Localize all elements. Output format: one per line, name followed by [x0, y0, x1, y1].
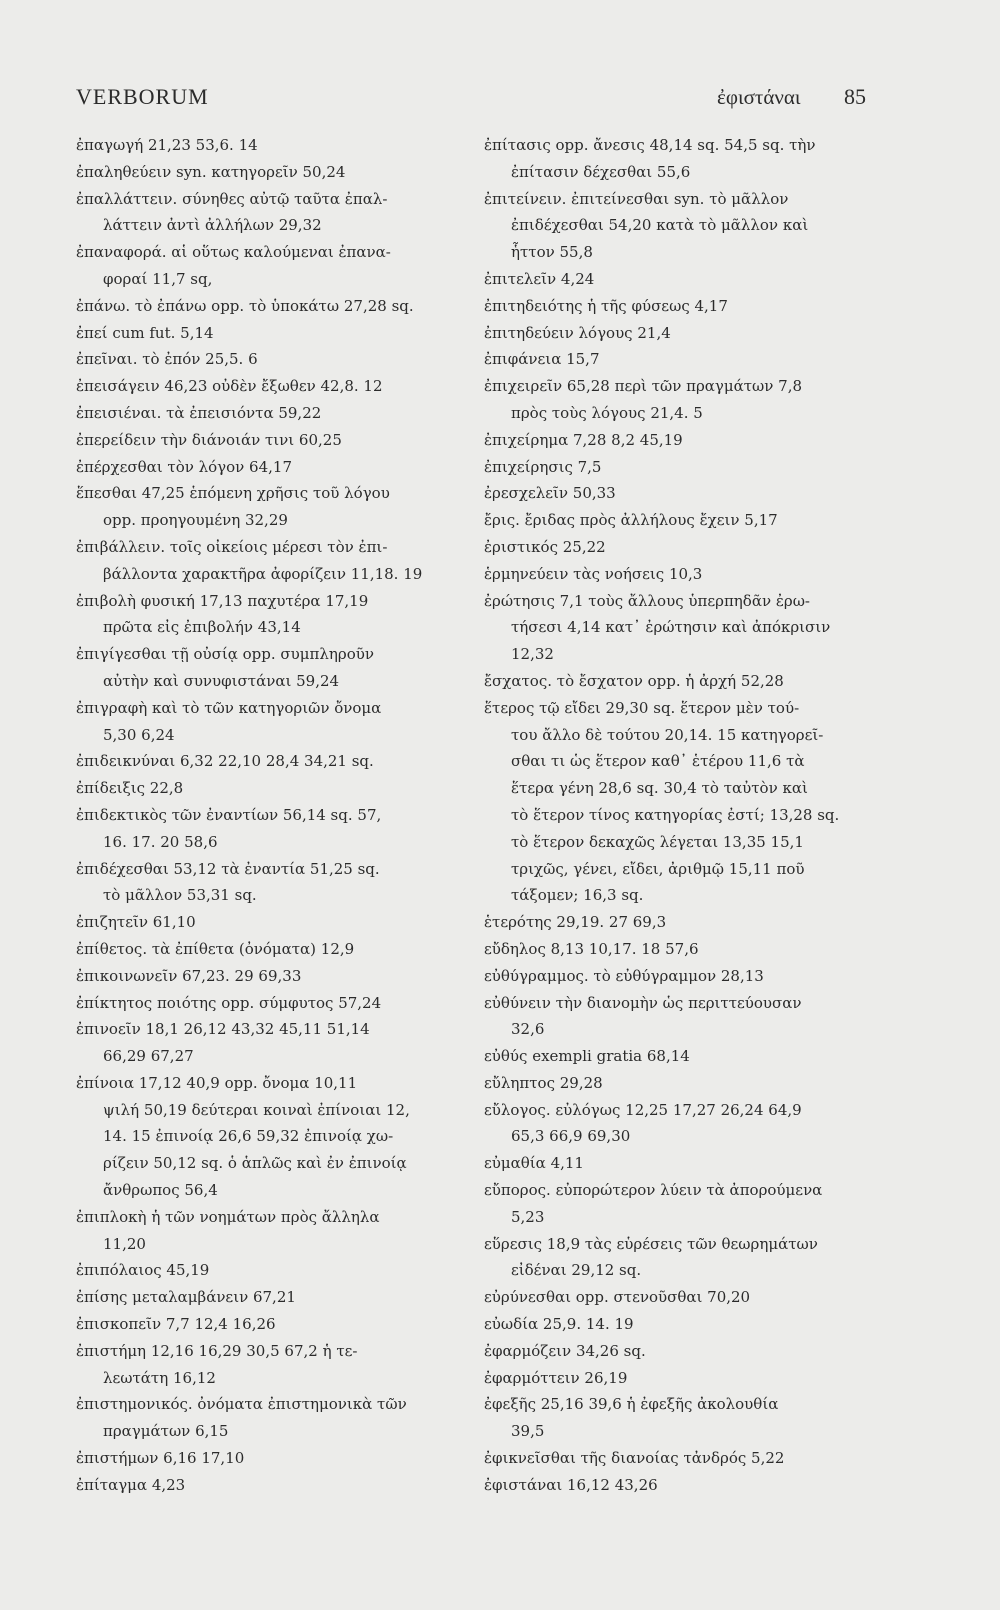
entry-line: εὔδηλος 8,13 10,17. 18 57,6: [484, 939, 699, 958]
entry-line: ἔρις. ἔριδας πρὸς ἀλλήλους ἔχειν 5,17: [484, 511, 778, 530]
entry-line: ἐπιτείνειν. ἐπιτείνεσθαι syn. τὸ μᾶλλον: [484, 189, 789, 208]
index-entry: [484, 695, 869, 909]
entry-line: ἕτερα γένη 28,6 sq. 30,4 τὸ ταὐτὸν καὶ: [511, 779, 808, 798]
entry-line: τὸ μᾶλλον 53,31 sq.: [103, 886, 257, 905]
index-entry: [484, 132, 869, 186]
entry-line: ἧττον 55,8: [511, 243, 593, 262]
index-entry: [484, 427, 869, 454]
entry-line: ἐφαρμόττειν 26,19: [484, 1368, 628, 1387]
index-entry: [484, 1338, 869, 1365]
entry-line: ἕτερος τῷ εἴδει 29,30 sq. ἕτερον μὲν τού-: [484, 698, 800, 717]
index-column-left: [76, 132, 450, 1499]
entry-line: βάλλοντα χαρακτῆρα ἀφορίζειν 11,18. 19: [103, 564, 423, 583]
entry-line: ἐπιπόλαιος 45,19: [76, 1261, 210, 1280]
running-headword: ἐφιστάναι: [717, 85, 801, 109]
index-entry: [76, 373, 450, 400]
entry-line: ἐπιστήμη 12,16 16,29 30,5 67,2 ἡ τε-: [76, 1341, 358, 1360]
entry-line: ἐπίνοια 17,12 40,9 opp. ὄνομα 10,11: [76, 1073, 358, 1092]
index-entry: [76, 1284, 450, 1311]
index-entry: [484, 534, 869, 561]
entry-line: ἐπίταγμα 4,23: [76, 1475, 186, 1494]
entry-line: ἐπίτασιν δέχεσθαι 55,6: [511, 162, 691, 181]
entry-line: σθαι τι ὡς ἕτερον καθ᾽ ἑτέρου 11,6 τὰ: [511, 752, 805, 771]
entry-line: ἐφιστάναι 16,12 43,26: [484, 1475, 658, 1494]
entry-line: ἐπιχείρημα 7,28 8,2 45,19: [484, 430, 683, 449]
entry-line: ἐπιστήμων 6,16 17,10: [76, 1449, 245, 1468]
entry-line: 5,30 6,24: [103, 725, 175, 744]
index-entry: [484, 963, 869, 990]
entry-line: τὸ ἕτερον τίνος κατηγορίας ἐστί; 13,28 sq.: [511, 805, 840, 824]
entry-line: ἐπερείδειν τὴν διάνοιάν τινι 60,25: [76, 430, 342, 449]
index-entry: [76, 936, 450, 963]
index-entry: [76, 534, 450, 588]
entry-line: ἐπίθετος. τὰ ἐπίθετα (ὀνόματα) 12,9: [76, 939, 355, 958]
index-entry: [484, 668, 869, 695]
index-entry: [76, 1338, 450, 1392]
entry-line: ἐπιτελεῖν 4,24: [484, 269, 595, 288]
entry-line: ἐρώτησις 7,1 τοὺς ἄλλους ὑπερπηδᾶν ἐρω-: [484, 591, 811, 610]
entry-line: ἐπισκοπεῖν 7,7 12,4 16,26: [76, 1315, 276, 1334]
index-entry: [76, 1472, 450, 1499]
entry-line: ἐπαγωγή 21,23 53,6. 14: [76, 136, 258, 154]
entry-line: ἑτερότης 29,19. 27 69,3: [484, 913, 667, 932]
entry-line: πραγμάτων 6,15: [103, 1422, 229, 1441]
entry-line: ἐπιχείρησις 7,5: [484, 457, 602, 476]
entry-line: ἐφαρμόζειν 34,26 sq.: [484, 1341, 646, 1360]
page-number: 85: [844, 84, 866, 109]
entry-line: ἐπεισάγειν 46,23 οὐδὲν ἔξωθεν 42,8. 12: [76, 377, 383, 396]
index-entry: [484, 1311, 869, 1338]
index-entry: [484, 561, 869, 588]
index-entry: [484, 186, 869, 266]
entry-line: ἐπεῖναι. τὸ ἐπόν 25,5. 6: [76, 350, 258, 369]
entry-line: εὔπορος. εὐπορώτερον λύειν τὰ ἀπορούμενα: [484, 1181, 823, 1200]
index-entry: [484, 1150, 869, 1177]
entry-line: ἐπιχειρεῖν 65,28 περὶ τῶν πραγμάτων 7,8: [484, 377, 803, 396]
entry-line: ἐπιβολὴ φυσική 17,13 παχυτέρα 17,19: [76, 591, 369, 610]
header-right: [717, 84, 866, 110]
running-header: [76, 84, 866, 114]
entry-line: ἐπιστημονικός. ὀνόματα ἐπιστημονικὰ τῶν: [76, 1395, 407, 1414]
entry-line: αὐτὴν καὶ συνυφιστάναι 59,24: [103, 671, 340, 690]
entry-line: ἐπάνω. τὸ ἐπάνω opp. τὸ ὑποκάτω 27,28 sq.: [76, 296, 414, 315]
entry-line: εὔλογος. εὐλόγως 12,25 17,27 26,24 64,9: [484, 1100, 802, 1119]
entry-line: ἔσχατος. τὸ ἔσχατον opp. ἡ ἀρχή 52,28: [484, 671, 784, 690]
entry-line: ἐπαληθεύειν syn. κατηγορεῖν 50,24: [76, 162, 346, 181]
index-entry: [76, 1204, 450, 1258]
entry-line: εὐθύς exempli gratia 68,14: [484, 1047, 690, 1066]
index-entry: [76, 748, 450, 775]
index-entry: [76, 320, 450, 347]
index-entry: [484, 990, 869, 1044]
entry-line: ἐπίκτητος ποιότης opp. σύμφυτος 57,24: [76, 993, 382, 1012]
index-entry: [484, 1070, 869, 1097]
entry-line: ἐπαλλάττειν. σύνηθες αὐτῷ ταῦτα ἐπαλ-: [76, 189, 388, 208]
index-entry: [76, 990, 450, 1017]
index-entry: [76, 963, 450, 990]
entry-line: ἕπεσθαι 47,25 ἑπόμενη χρῆσις τοῦ λόγου: [76, 484, 390, 503]
entry-line: ἐπαναφορά. αἱ οὕτως καλούμεναι ἐπανα-: [76, 243, 391, 262]
entry-line: ἐπιπλοκὴ ἡ τῶν νοημάτων πρὸς ἄλληλα: [76, 1207, 380, 1226]
entry-line: πρῶτα εἰς ἐπιβολήν 43,14: [103, 618, 301, 637]
entry-line: εὐθύνειν τὴν διανομὴν ὡς περιττεύουσαν: [484, 993, 802, 1012]
index-entry: [76, 641, 450, 695]
entry-line: ψιλή 50,19 δεύτεραι κοιναὶ ἐπίνοιαι 12,: [103, 1100, 410, 1119]
entry-line: λάττειν ἀντὶ ἀλλήλων 29,32: [103, 216, 322, 235]
entry-line: πρὸς τοὺς λόγους 21,4. 5: [511, 403, 703, 422]
index-entry: [76, 802, 450, 856]
entry-line: 32,6: [511, 1020, 545, 1039]
entry-line: ἐπεισιέναι. τὰ ἐπεισιόντα 59,22: [76, 403, 322, 422]
index-entry: [484, 1231, 869, 1285]
index-entry: [76, 695, 450, 749]
entry-line: εἰδέναι 29,12 sq.: [511, 1261, 642, 1280]
index-entry: [76, 1311, 450, 1338]
index-entry: [484, 1472, 869, 1499]
index-entry: [76, 1016, 450, 1070]
index-entry: [76, 909, 450, 936]
entry-line: ἐπιγραφὴ καὶ τὸ τῶν κατηγοριῶν ὄνομα: [76, 698, 382, 717]
index-entry: [76, 159, 450, 186]
entry-line: 65,3 66,9 69,30: [511, 1127, 631, 1146]
entry-line: 5,23: [511, 1207, 545, 1226]
index-entry: [76, 1445, 450, 1472]
entry-line: ἐπιτηδεύειν λόγους 21,4: [484, 323, 671, 342]
entry-line: 39,5: [511, 1422, 545, 1441]
entry-line: opp. προηγουμένη 32,29: [103, 511, 288, 530]
entry-line: ἑρμηνεύειν τὰς νοήσεις 10,3: [484, 564, 703, 583]
entry-line: εὐωδία 25,9. 14. 19: [484, 1315, 634, 1334]
entry-line: ἐπιδέχεσθαι 54,20 κατὰ τὸ μᾶλλον καὶ: [511, 216, 809, 235]
entry-line: ἐριστικός 25,22: [484, 537, 606, 556]
entry-line: ἐπιφάνεια 15,7: [484, 350, 600, 369]
index-entry: [76, 293, 450, 320]
index-entry: [76, 1391, 450, 1445]
index-entry: [76, 588, 450, 642]
entry-line: ἐπιβάλλειν. τοῖς οἰκείοις μέρεσι τὸν ἐπι-: [76, 537, 388, 556]
index-entry: [76, 400, 450, 427]
entry-line: 12,32: [511, 645, 554, 664]
entry-line: ρίζειν 50,12 sq. ὁ ἁπλῶς καὶ ἐν ἐπινοίᾳ: [103, 1154, 407, 1173]
entry-line: τήσεσι 4,14 κατ᾽ ἐρώτησιν καὶ ἀπόκρισιν: [511, 618, 831, 637]
entry-line: εὕρεσις 18,9 τὰς εὑρέσεις τῶν θεωρημάτων: [484, 1234, 818, 1253]
index-entry: [76, 239, 450, 293]
entry-line: ἐπιδέχεσθαι 53,12 τὰ ἐναντία 51,25 sq.: [76, 859, 380, 878]
index-entry: [484, 936, 869, 963]
entry-line: του ἄλλο δὲ τούτου 20,14. 15 κατηγορεῖ-: [511, 725, 824, 744]
index-entry: [76, 775, 450, 802]
entry-line: ἐφικνεῖσθαι τῆς διανοίας τἀνδρός 5,22: [484, 1449, 785, 1468]
entry-line: ἐρεσχελεῖν 50,33: [484, 484, 616, 503]
entry-line: λεωτάτη 16,12: [103, 1368, 216, 1387]
entry-line: ἐπιδεικνύναι 6,32 22,10 28,4 34,21 sq.: [76, 752, 374, 771]
index-entry: [76, 132, 450, 159]
entry-line: 16. 17. 20 58,6: [103, 832, 218, 851]
index-entry: [484, 1445, 869, 1472]
index-entry: [484, 1177, 869, 1231]
entry-line: τάξομεν; 16,3 sq.: [511, 886, 644, 905]
entry-line: τριχῶς, γένει, εἴδει, ἀριθμῷ 15,11 ποῦ: [511, 859, 805, 878]
entry-line: 11,20: [103, 1234, 146, 1253]
entry-line: εὐθύγραμμος. τὸ εὐθύγραμμον 28,13: [484, 966, 764, 985]
index-entry: [484, 373, 869, 427]
entry-line: ἐπιγίγεσθαι τῇ οὐσίᾳ opp. συμπληροῦν: [76, 645, 374, 664]
index-entry: [484, 1365, 869, 1392]
index-entry: [484, 1043, 869, 1070]
index-column-right: [484, 132, 869, 1499]
index-entry: [484, 1391, 869, 1445]
index-entry: [76, 427, 450, 454]
index-entry: [484, 320, 869, 347]
index-entry: [76, 346, 450, 373]
entry-line: ἐπίσης μεταλαμβάνειν 67,21: [76, 1288, 296, 1307]
index-entry: [484, 266, 869, 293]
index-entry: [76, 480, 450, 534]
entry-line: φοραί 11,7 sq,: [103, 269, 213, 288]
entry-line: 14. 15 ἐπινοίᾳ 26,6 59,32 ἐπινοίᾳ χω-: [103, 1127, 394, 1146]
entry-line: ἐπιζητεῖν 61,10: [76, 913, 196, 932]
entry-line: ἐπίτασις opp. ἄνεσις 48,14 sq. 54,5 sq. τὴν: [484, 136, 816, 154]
entry-line: ἐφεξῆς 25,16 39,6 ἡ ἐφεξῆς ἀκολουθία: [484, 1395, 779, 1414]
entry-line: ἐπέρχεσθαι τὸν λόγον 64,17: [76, 457, 292, 476]
index-entry: [76, 856, 450, 910]
entry-line: ἐπικοινωνεῖν 67,23. 29 69,33: [76, 966, 302, 985]
index-entry: [484, 454, 869, 481]
index-entry: [484, 588, 869, 668]
index-entry: [484, 507, 869, 534]
index-entry: [76, 454, 450, 481]
entry-line: ἐπιδεκτικὸς τῶν ἐναντίων 56,14 sq. 57,: [76, 805, 382, 824]
entry-line: ἄνθρωπος 56,4: [103, 1181, 218, 1200]
running-title: VERBORUM: [76, 84, 209, 109]
index-entry: [76, 1070, 450, 1204]
entry-line: εὐρύνεσθαι opp. στενοῦσθαι 70,20: [484, 1288, 751, 1307]
entry-line: ἐπίδειξις 22,8: [76, 779, 184, 798]
entry-line: εὐμαθία 4,11: [484, 1154, 584, 1173]
entry-line: ἐπεί cum fut. 5,14: [76, 323, 214, 342]
index-entry: [484, 480, 869, 507]
index-entry: [484, 1097, 869, 1151]
index-entry: [76, 186, 450, 240]
index-entry: [76, 1257, 450, 1284]
entry-line: 66,29 67,27: [103, 1047, 194, 1066]
index-entry: [484, 909, 869, 936]
entry-line: ἐπιτηδειότης ἡ τῆς φύσεως 4,17: [484, 296, 728, 315]
entry-line: ἐπινοεῖν 18,1 26,12 43,32 45,11 51,14: [76, 1020, 370, 1039]
entry-line: τὸ ἕτερον δεκαχῶς λέγεται 13,35 15,1: [511, 832, 804, 851]
entry-line: εὔληπτος 29,28: [484, 1073, 603, 1092]
index-entry: [484, 1284, 869, 1311]
index-entry: [484, 346, 869, 373]
index-entry: [484, 293, 869, 320]
